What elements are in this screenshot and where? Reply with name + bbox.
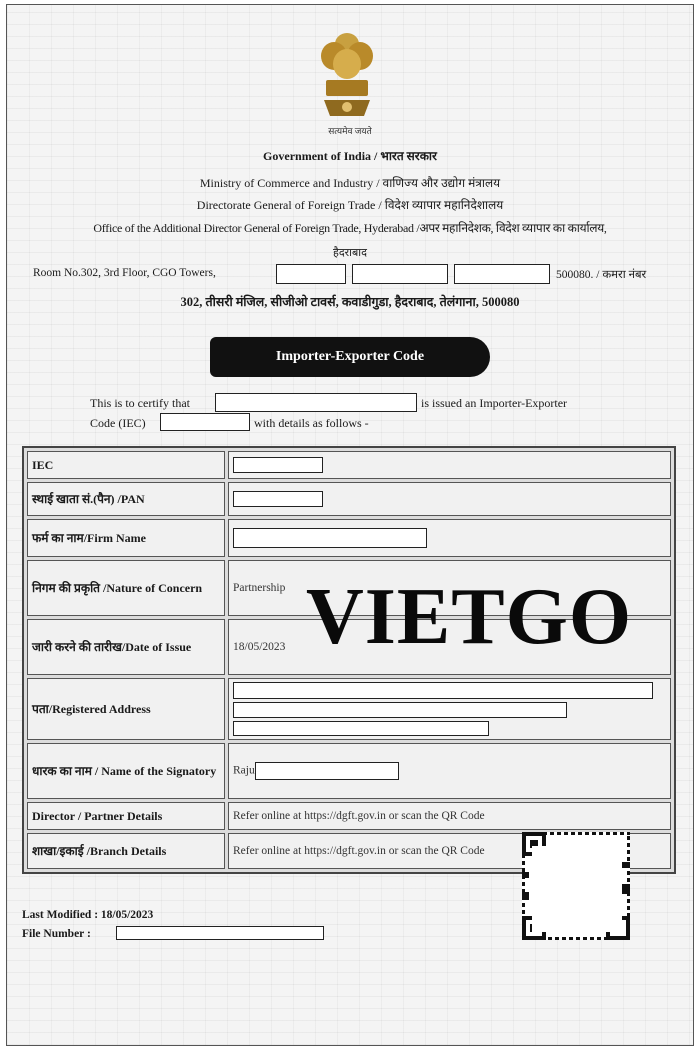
certify-code-label: Code (IEC) (90, 416, 146, 430)
govt-line: Government of India / भारत सरकार (263, 149, 437, 163)
file-number-label: File Number : (22, 928, 91, 940)
row-label-date-of-issue: जारी करने की तारीख/Date of Issue (27, 619, 225, 675)
row-label-signatory: धारक का नाम / Name of the Signatory (27, 743, 225, 799)
qr-code-icon (522, 832, 630, 940)
ministry-line: Ministry of Commerce and Industry / वाणिज्य और उद्योग मंत्रालय (199, 176, 501, 190)
row-label-firm-name: फर्म का नाम/Firm Name (27, 519, 225, 557)
redacted-box (233, 528, 427, 548)
redacted-box (233, 721, 489, 736)
redacted-box (233, 702, 567, 718)
row-value-director-details: Refer online at https://dgft.gov.in or scan the QR Code (228, 802, 671, 830)
redacted-box (255, 762, 399, 780)
table-row (27, 451, 671, 479)
row-value-firm-name (228, 519, 671, 557)
emblem-motto: सत्यमेव जयते (328, 126, 372, 136)
table-row (27, 482, 671, 516)
table-row (27, 678, 671, 740)
redacted-box (352, 264, 448, 284)
office-line: Office of the Additional Director General of Foreign Trade, Hyderabad /अपर महानिदेशक, विदेश व्यापार का कार्यालय, (93, 221, 607, 235)
certify-prefix: This is to certify that (90, 396, 190, 410)
redacted-box (215, 393, 417, 412)
row-label-pan: स्थाई खाता सं.(पैन) /PAN (27, 482, 225, 516)
row-value-pan (228, 482, 671, 516)
row-label-director-details: Director / Partner Details (27, 802, 225, 830)
redacted-box (454, 264, 550, 284)
office-city: हैदराबाद (332, 247, 367, 259)
row-value-nature-of-concern: Partnership (228, 560, 671, 616)
certify-suffix: with details as follows - (254, 416, 369, 430)
dgft-line: Directorate General of Foreign Trade / विदेश व्यापार महानिदेशालय (196, 198, 504, 212)
address-prefix: Room No.302, 3rd Floor, CGO Towers, (33, 267, 216, 279)
row-value-date-of-issue: 18/05/2023 (228, 619, 671, 675)
table-row (27, 519, 671, 557)
redacted-box (233, 457, 323, 473)
row-label-nature-of-concern: निगम की प्रकृति /Nature of Concern (27, 560, 225, 616)
table-row (27, 802, 671, 830)
last-modified: Last Modified : 18/05/2023 (22, 909, 154, 921)
certify-middle: is issued an Importer-Exporter (421, 396, 568, 410)
row-value-registered-address (228, 678, 671, 740)
row-value-iec (228, 451, 671, 479)
address-suffix: 500080. / कमरा नंबर (556, 269, 647, 281)
table-row (27, 743, 671, 799)
redacted-box (233, 682, 653, 699)
row-label-branch-details: शाखा/इकाई /Branch Details (27, 833, 225, 869)
row-value-branch-details: Refer online at https://dgft.gov.in or scan the QR Code (228, 833, 671, 869)
row-value-signatory (228, 743, 671, 799)
signatory-name: Raju (233, 764, 255, 777)
address-hindi: 302, तीसरी मंजिल, सीजीओ टावर्स, कवाडीगुडा, हैदराबाद, तेलंगाना, 500080 (180, 295, 520, 309)
document-title: Importer-Exporter Code (210, 337, 490, 377)
row-label-registered-address: पता/Registered Address (27, 678, 225, 740)
redacted-box (160, 413, 250, 431)
watermark-text: VIETGO (306, 573, 633, 661)
redacted-box (276, 264, 346, 284)
redacted-box (233, 491, 323, 507)
redacted-box (116, 926, 324, 940)
row-label-iec: IEC (27, 451, 225, 479)
